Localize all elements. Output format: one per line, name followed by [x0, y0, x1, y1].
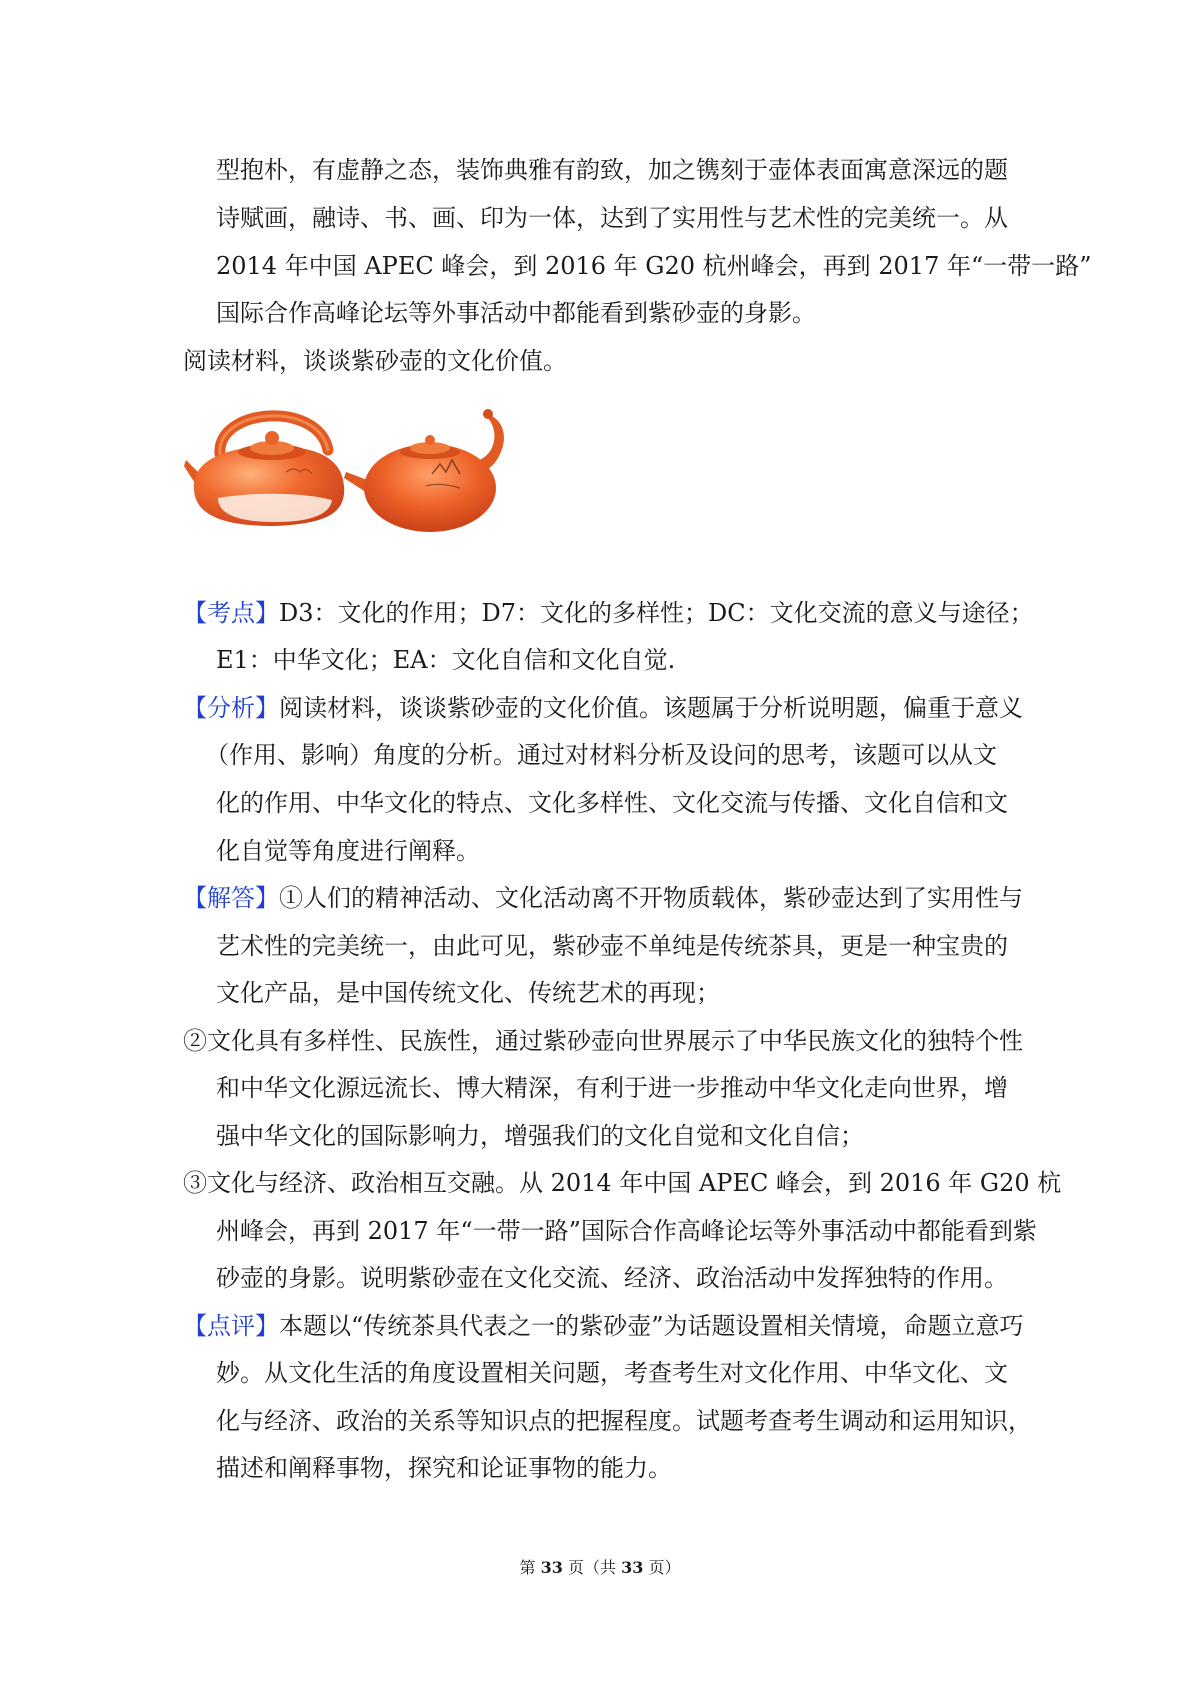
kaodian-line-2: E1：中华文化；EA：文化自信和文化自觉. — [216, 646, 676, 674]
jieda-line-5: 和中华文化源远流长、博大精深，有利于进一步推动中华文化走向世界，增 — [216, 1074, 1008, 1102]
jieda-line-7: ③文化与经济、政治相互交融。从 2014 年中国 APEC 峰会，到 2016 年 G20 杭 — [183, 1169, 1062, 1197]
dianping-line-3: 化与经济、政治的关系等知识点的把握程度。试题考查考生调动和运用知识， — [216, 1407, 1032, 1435]
material-line-2: 诗赋画，融诗、书、画、印为一体，达到了实用性与艺术性的完美统一。从 — [216, 204, 1008, 232]
jieda-line-4: ②文化具有多样性、民族性，通过紫砂壶向世界展示了中华民族文化的独特个性 — [183, 1027, 1023, 1055]
jieda-line-8: 州峰会，再到 2017 年“一带一路”国际合作高峰论坛等外事活动中都能看到紫 — [216, 1217, 1037, 1245]
dianping-line-4: 描述和阐释事物，探究和论证事物的能力。 — [216, 1454, 672, 1482]
fenxi-tag: 【分析】 — [183, 694, 279, 722]
teapot-illustration — [182, 388, 538, 540]
jieda-text-1: ①人们的精神活动、文化活动离不开物质载体，紫砂壶达到了实用性与 — [279, 884, 1023, 912]
material-line-4: 国际合作高峰论坛等外事活动中都能看到紫砂壶的身影。 — [216, 299, 816, 327]
page-footer: 第 33 页（共 33 页） — [519, 1558, 681, 1577]
jieda-line-6: 强中华文化的国际影响力，增强我们的文化自觉和文化自信； — [216, 1122, 864, 1150]
dianping-tag: 【点评】 — [183, 1312, 279, 1340]
question-text: 阅读材料，谈谈紫砂壶的文化价值。 — [183, 347, 567, 375]
teapot-left — [184, 416, 344, 526]
dianping-line-1 — [183, 1311, 1024, 1341]
kaodian-tag: 【考点】 — [183, 599, 279, 627]
fenxi-line-4: 化自觉等角度进行阐释。 — [216, 837, 480, 865]
jieda-line-1 — [183, 883, 1023, 913]
page-number: 33 — [540, 1558, 563, 1577]
page-total: 33 — [621, 1558, 644, 1577]
fenxi-line-2: （作用、影响）角度的分析。通过对材料分析及设问的思考，该题可以从文 — [205, 741, 997, 769]
teapot-right — [344, 409, 504, 532]
material-line-1: 型抱朴，有虚静之态，装饰典雅有韵致，加之镌刻于壶体表面寓意深远的题 — [216, 156, 1008, 184]
kaodian-line-1 — [183, 598, 1034, 628]
jieda-tag: 【解答】 — [183, 884, 279, 912]
material-line-3: 2014 年中国 APEC 峰会，到 2016 年 G20 杭州峰会，再到 2017 年“一带一路” — [216, 252, 1092, 280]
kaodian-text-1: D3：文化的作用；D7：文化的多样性；DC：文化交流的意义与途径； — [279, 599, 1034, 627]
jieda-line-9: 砂壶的身影。说明紫砂壶在文化交流、经济、政治活动中发挥独特的作用。 — [216, 1264, 1008, 1292]
dianping-line-2: 妙。从文化生活的角度设置相关问题，考查考生对文化作用、中华文化、文 — [216, 1359, 1008, 1387]
fenxi-text-1: 阅读材料，谈谈紫砂壶的文化价值。该题属于分析说明题，偏重于意义 — [279, 694, 1023, 722]
fenxi-line-3: 化的作用、中华文化的特点、文化多样性、文化交流与传播、文化自信和文 — [216, 789, 1008, 817]
jieda-line-2: 艺术性的完美统一，由此可见，紫砂壶不单纯是传统茶具，更是一种宝贵的 — [216, 932, 1008, 960]
dianping-text-1: 本题以“传统茶具代表之一的紫砂壶”为话题设置相关情境，命题立意巧 — [279, 1312, 1024, 1340]
jieda-line-3: 文化产品，是中国传统文化、传统艺术的再现； — [216, 979, 720, 1007]
fenxi-line-1 — [183, 693, 1023, 723]
